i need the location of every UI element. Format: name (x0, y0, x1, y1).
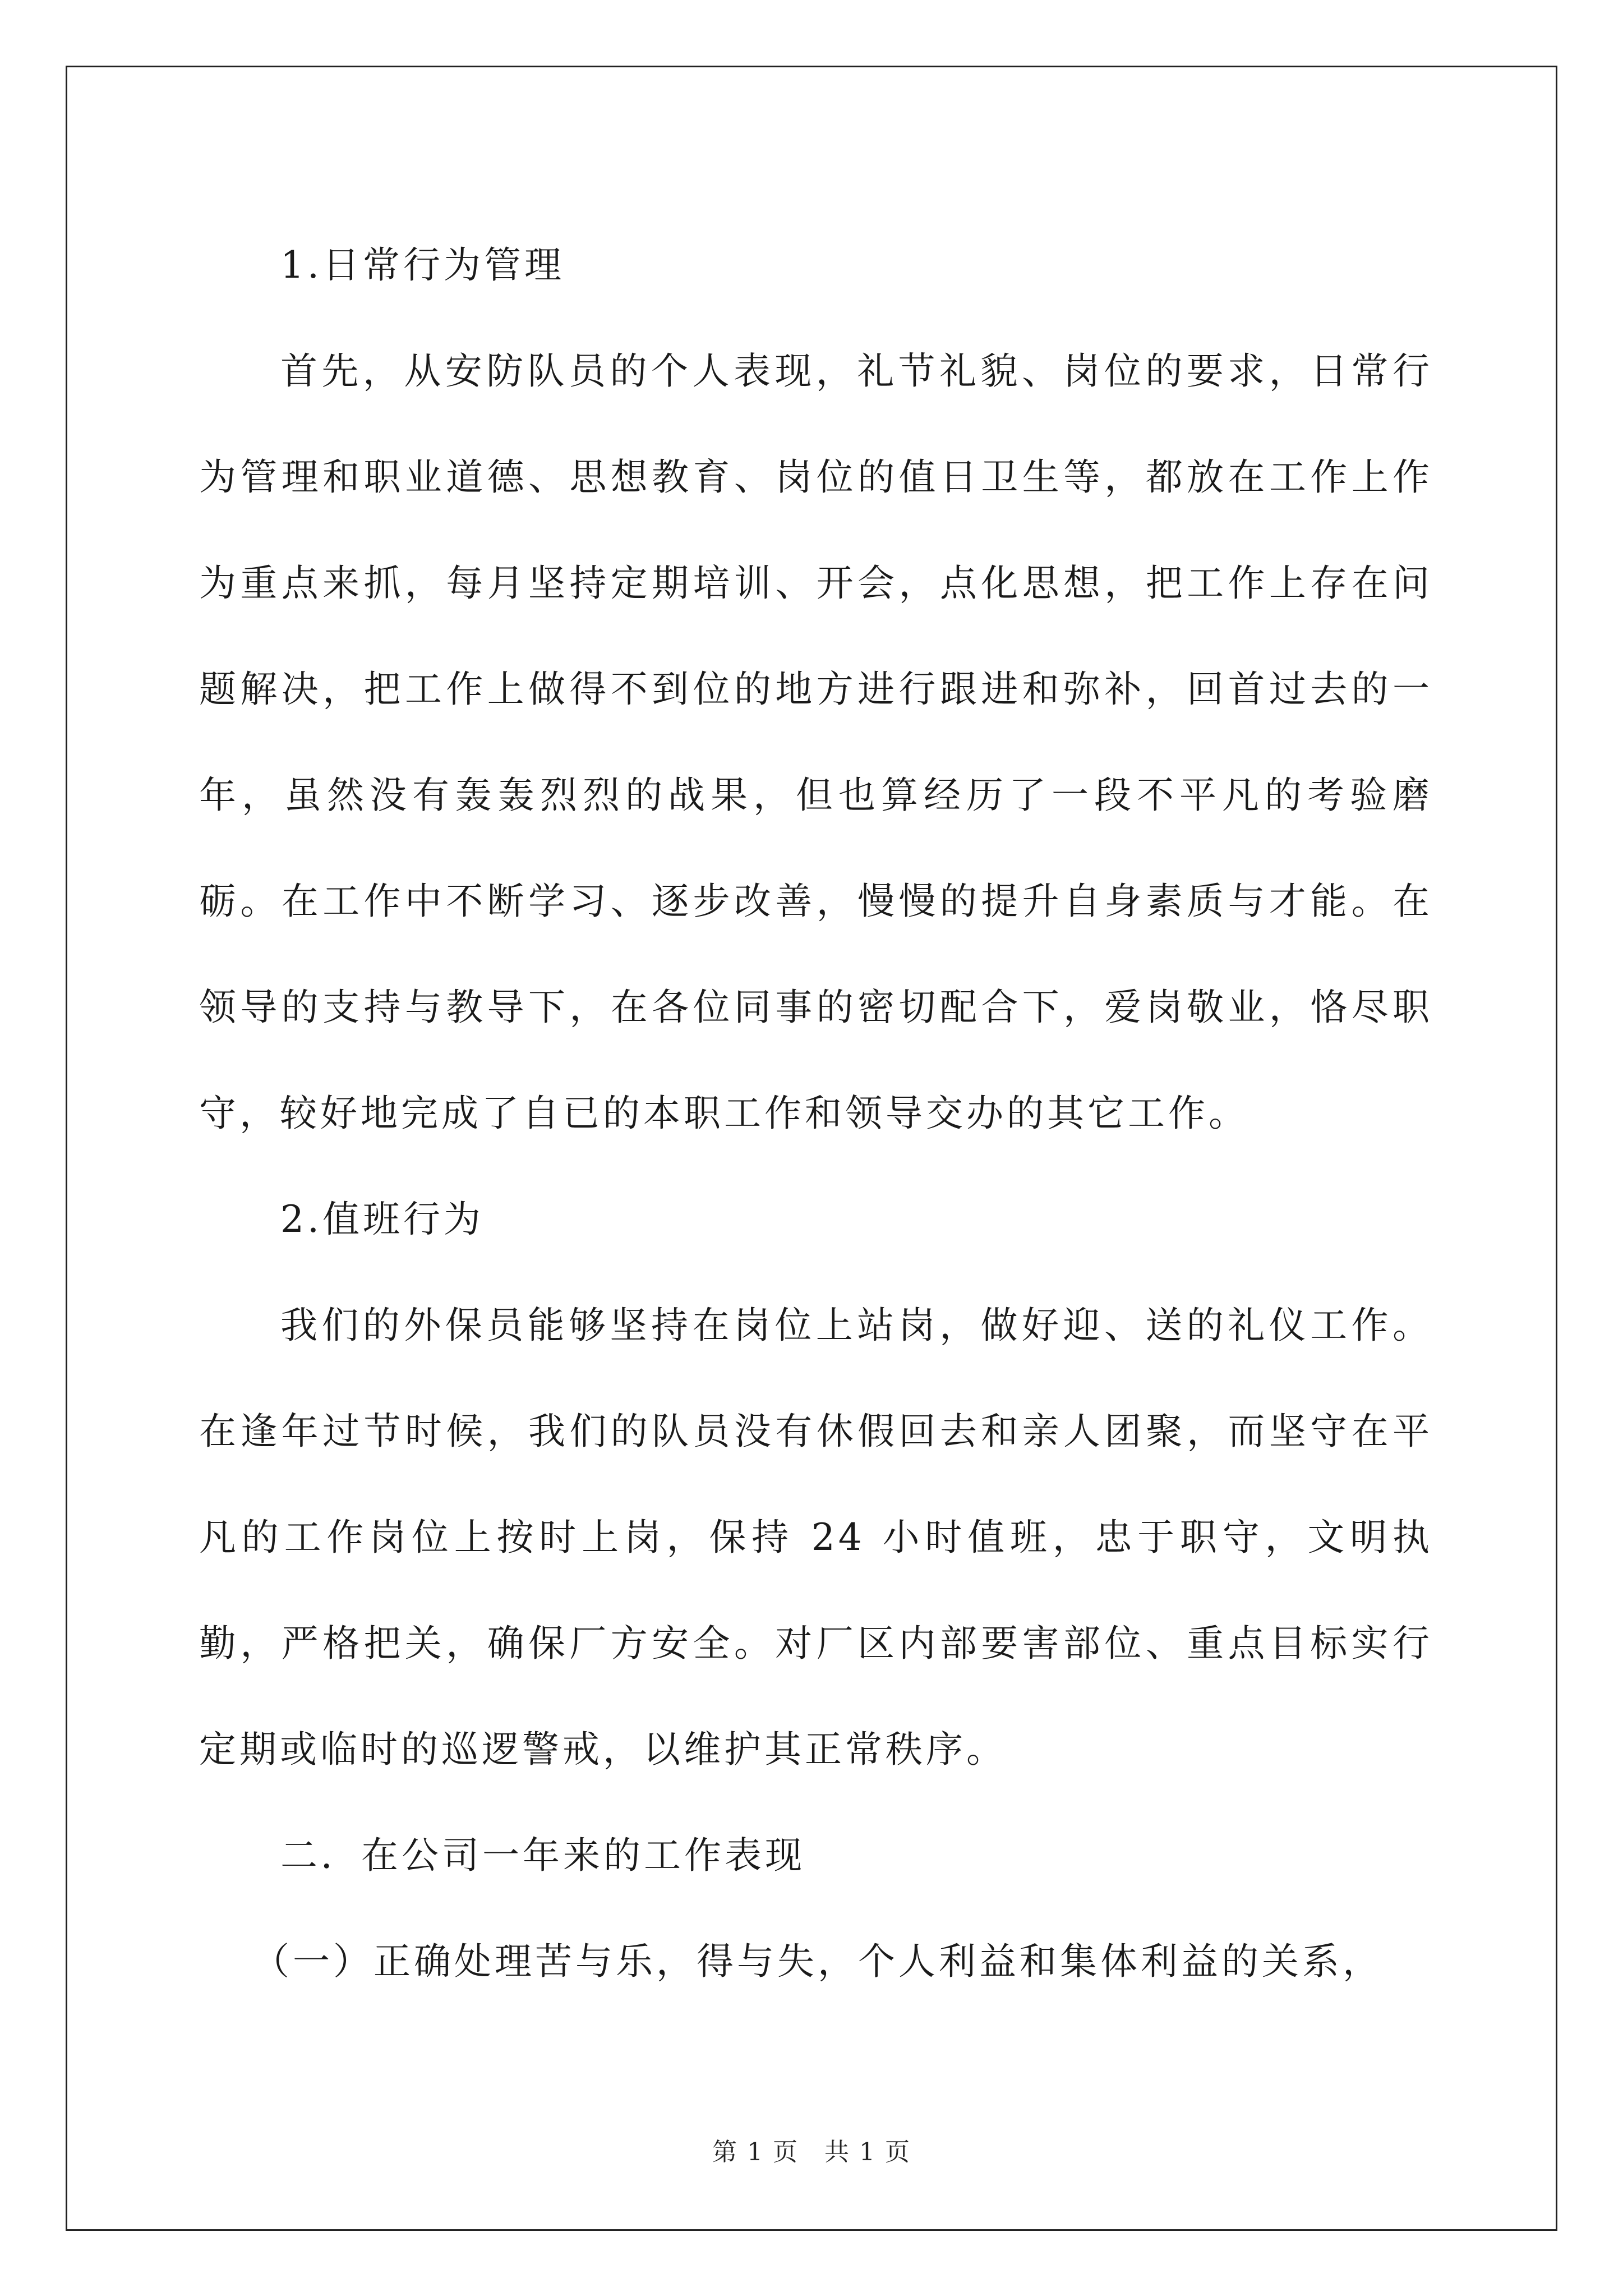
page-footer: 第 1 页 共 1 页 (712, 2138, 911, 2166)
subsection-heading-one: （一）正确处理苦与乐，得与失，个人利益和集体利益的关系， (252, 1940, 1383, 1983)
paragraph-daily-conduct: 首先，从安防队员的个人表现，礼节礼貌、岗位的要求，日常行为管理和职业道德、思想教育、岗位的值日卫生等，都放在工作上作为重点来抓，每月坚持定期培训、开会，点化思想，把工作上存在问题解决，把工作上做得不到位的地方进行跟进和弥补，回首过去的一年，虽然没有轰轰烈烈的战果，但也算经历了一段不平凡的考验磨砺。在工作中不断学习、逐步改善，慢慢的提升自身素质与才能。在领导的支持与教导下，在各位同事的密切配合下，爱岗敬业，恪尽职守，较好地完成了自已的本职工作和领导交办的其它工作。 (199, 349, 1433, 1135)
paragraph-duty-conduct: 我们的外保员能够坚持在岗位上站岗，做好迎、送的礼仪工作。在逢年过节时候，我们的队员没有休假回去和亲人团聚，而坚守在平凡的工作岗位上按时上岗，保持 24 小时值班，忠于职守，文明执勤，严格把关，确保厂方安全。对厂区内部要害部位、重点目标实行定期或临时的巡逻警戒，以维护其正常秩序。 (199, 1304, 1433, 1771)
section-heading-duty-conduct: 2.值班行为 (280, 1198, 484, 1241)
section-heading-daily-conduct: 1.日常行为管理 (280, 243, 565, 287)
section-heading-annual-performance: 二．在公司一年来的工作表现 (280, 1834, 805, 1877)
document-body (199, 212, 1433, 2014)
